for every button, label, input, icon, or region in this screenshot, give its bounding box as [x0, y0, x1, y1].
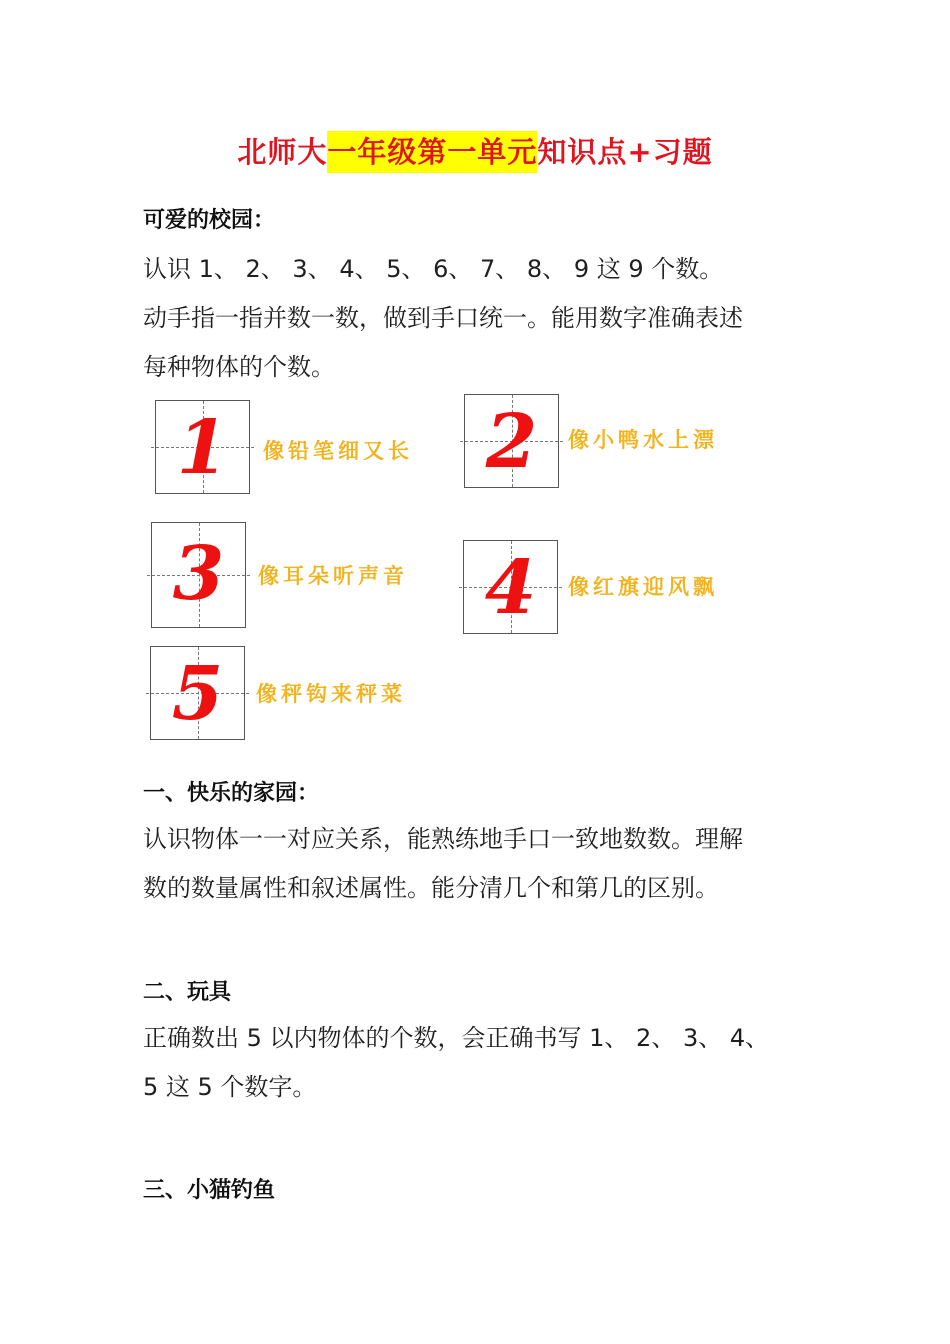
section2-body: [143, 1014, 823, 1112]
section3-heading: 三、小猫钓鱼: [143, 1178, 276, 1203]
tian-grid-box: [151, 522, 246, 628]
page-title: [0, 130, 950, 171]
section0-line: 认识 1、 2、 3、 4、 5、 6、 7、 8、 9 这 9 个数。: [143, 255, 724, 283]
digit-glyph: 5: [171, 651, 224, 737]
section1-heading: 一、快乐的家园：: [143, 781, 320, 806]
section0-line: 每种物体的个数。: [143, 353, 335, 381]
section0-body: [143, 245, 823, 392]
tian-grid-box: [155, 400, 250, 494]
section1-body: [143, 815, 823, 913]
section2-line: 正确数出 5 以内物体的个数，会正确书写 1、 2、 3、 4、: [143, 1024, 770, 1052]
digit-caption: 像耳朵听声音: [258, 563, 408, 588]
section1-line: 数的数量属性和叙述属性。能分清几个和第几的区别。: [143, 874, 719, 902]
digit-glyph: 2: [485, 399, 538, 485]
digit-caption: 像秤钩来秤菜: [256, 681, 406, 706]
digit-caption: 像红旗迎风飘: [568, 574, 718, 599]
title-suffix: 知识点+习题: [537, 135, 713, 169]
digit-glyph: 3: [172, 531, 225, 617]
digit-caption: 像小鸭水上漂: [568, 427, 718, 452]
section2-heading: 二、玩具: [143, 980, 232, 1005]
section0-heading: 可爱的校园：: [143, 208, 276, 233]
digit-glyph: 1: [176, 405, 229, 491]
title-prefix: 北师大: [237, 135, 328, 169]
section1-line: 认识物体一一对应关系，能熟练地手口一致地数数。理解: [143, 825, 743, 853]
tian-grid-box: [464, 394, 559, 488]
digit-glyph: 4: [484, 545, 537, 631]
digit-caption: 像铅笔细又长: [263, 438, 413, 463]
section2-line: 5 这 5 个数字。: [143, 1073, 317, 1101]
title-highlight: 一年级第一单元: [327, 131, 537, 173]
tian-grid-box: [150, 646, 245, 740]
section0-line: 动手指一指并数一数，做到手口统一。能用数字准确表述: [143, 304, 743, 332]
tian-grid-box: [463, 540, 558, 634]
